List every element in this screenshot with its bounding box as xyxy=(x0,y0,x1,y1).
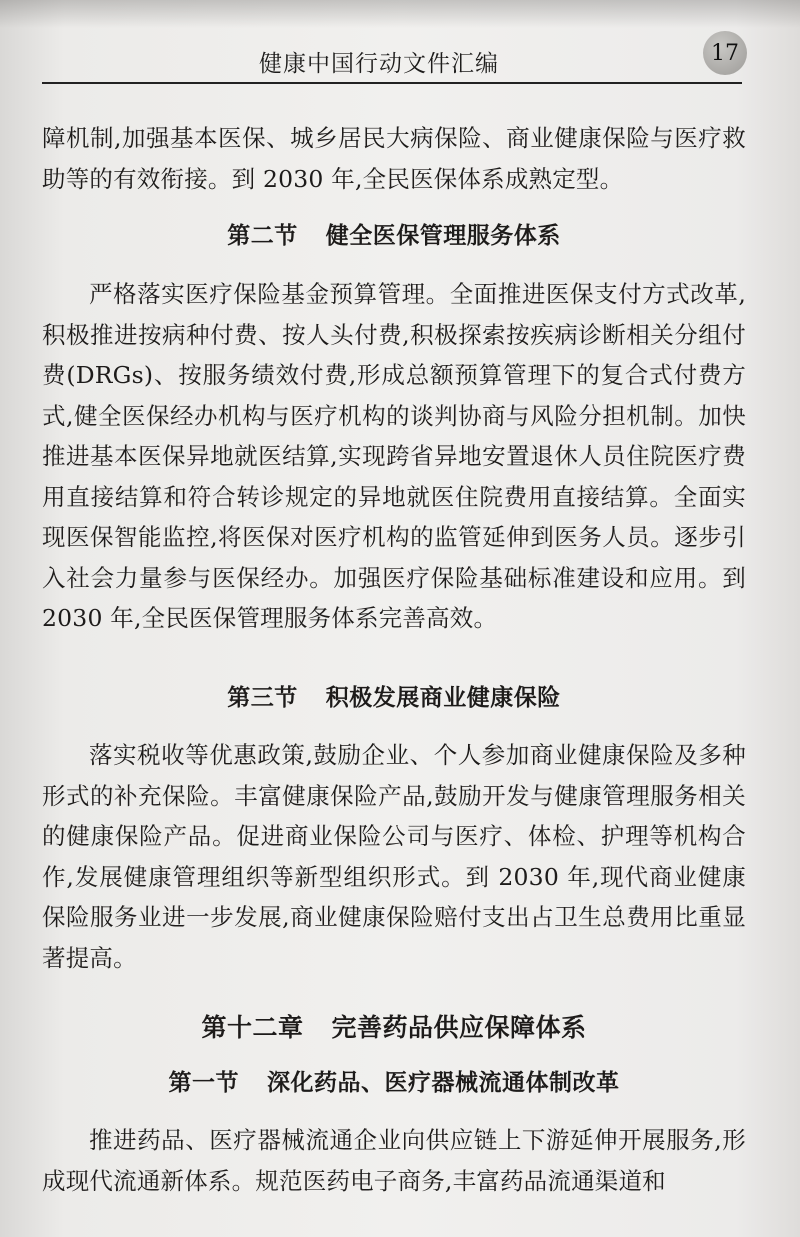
section-3-heading xyxy=(42,681,746,715)
section-3-paragraph: 落实税收等优惠政策,鼓励企业、个人参加商业健康保险及多种形式的补充保险。丰富健康保险产品,鼓励开发与健康管理服务相关的健康保险产品。促进商业保险公司与医疗、体检、护理等机构合作,发展健康管理组织等新型组织形式。到 2030 年,现代商业健康保险服务业进一步发展,商业健康保险赔付支出占卫生总费用比重显著提高。 xyxy=(42,741,746,972)
chapter-12-heading xyxy=(42,1010,746,1046)
section-2-number: 第二节 xyxy=(227,223,298,249)
section-1-heading xyxy=(42,1066,746,1100)
section-2-heading xyxy=(42,219,746,253)
section-1-number: 第一节 xyxy=(168,1070,239,1096)
section-1-paragraph: 推进药品、医疗器械流通企业向供应链上下游延伸开展服务,形成现代流通新体系。规范医药电子商务,丰富药品流通渠道和 xyxy=(42,1126,746,1195)
chapter-12-number: 第十二章 xyxy=(201,1013,304,1042)
section-2-paragraph: 严格落实医疗保险基金预算管理。全面推进医保支付方式改革,积极推进按病种付费、按人头付费,积极探索按疾病诊断相关分组付费(DRGs)、按服务绩效付费,形成总额预算管理下的复合式付费方式,健全医保经办机构与医疗机构的谈判协商与风险分担机制。加快推进基本医保异地就医结算,实现跨省异地安置退休人员住院医疗费用直接结算和符合转诊规定的异地就医住院费用直接结算。全面实现医保智能监控,将医保对医疗机构的监管延伸到医务人员。逐步引入社会力量参与医保经办。加强医疗保险基础标准建设和应用。到 2030 年,全民医保管理服务体系完善高效。 xyxy=(42,280,746,632)
page-edge-shadow xyxy=(0,0,800,28)
running-header-title: 健康中国行动文件汇编 xyxy=(259,50,499,77)
chapter-12-title: 完善药品供应保障体系 xyxy=(331,1013,587,1042)
section-1-title: 深化药品、医疗器械流通体制改革 xyxy=(267,1070,620,1096)
page-number-badge: 17 xyxy=(703,31,747,75)
section-2-title: 健全医保管理服务体系 xyxy=(325,223,561,249)
continuation-paragraph: 障机制,加强基本医保、城乡居民大病保险、商业健康保险与医疗救助等的有效衔接。到 2030 年,全民医保体系成熟定型。 xyxy=(42,124,746,193)
section-3-title: 积极发展商业健康保险 xyxy=(325,685,561,711)
header-rule xyxy=(42,82,742,84)
section-3-number: 第三节 xyxy=(227,685,298,711)
